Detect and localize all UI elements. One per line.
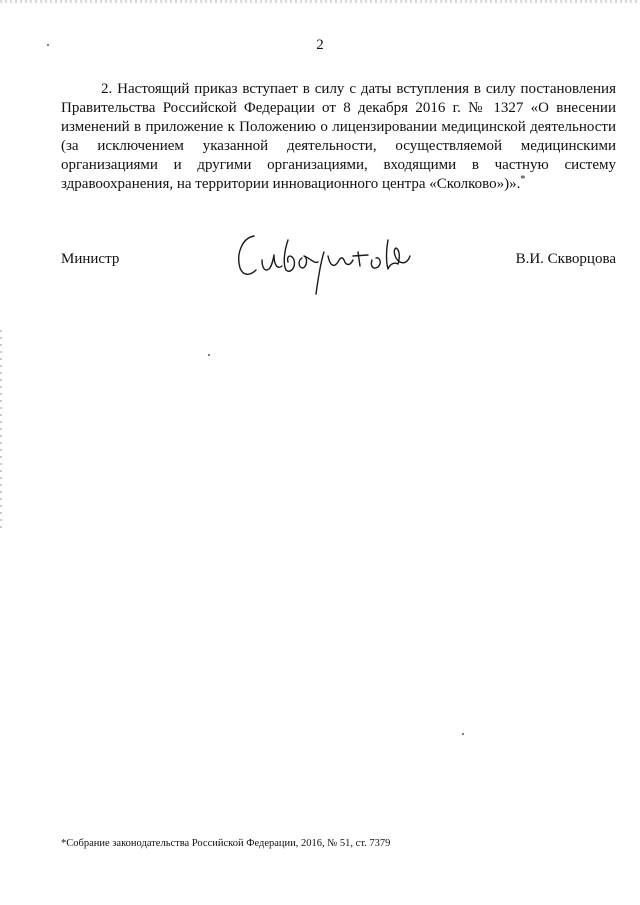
scan-left-edge bbox=[0, 330, 2, 530]
signer-position: Министр bbox=[61, 251, 120, 267]
scan-speck bbox=[462, 733, 464, 735]
paragraph-text: 2. Настоящий приказ вступает в силу с даты вступления в силу постановления Правительства Российской Федерации от 8 декабря 2016 г. № 1327 «О внесении изменений в приложение к Положению о лицензировании медицинской деятельности (за исключением указанной деятельности, осуществляемой медицинскими организациями и другими организациями, входящими в частную систему здравоохранения, на территории инновационного центра «Сколково»)». bbox=[61, 81, 616, 192]
footnote: *Собрание законодательства Российской Федерации, 2016, № 51, ст. 7379 bbox=[61, 838, 391, 849]
order-paragraph bbox=[61, 80, 616, 194]
page-number: 2 bbox=[316, 37, 324, 53]
scan-top-edge bbox=[0, 0, 640, 3]
signer-name: В.И. Скворцова bbox=[515, 251, 616, 267]
scan-speck bbox=[208, 354, 210, 356]
footnote-marker: * bbox=[520, 174, 526, 185]
handwritten-signature bbox=[232, 222, 417, 302]
